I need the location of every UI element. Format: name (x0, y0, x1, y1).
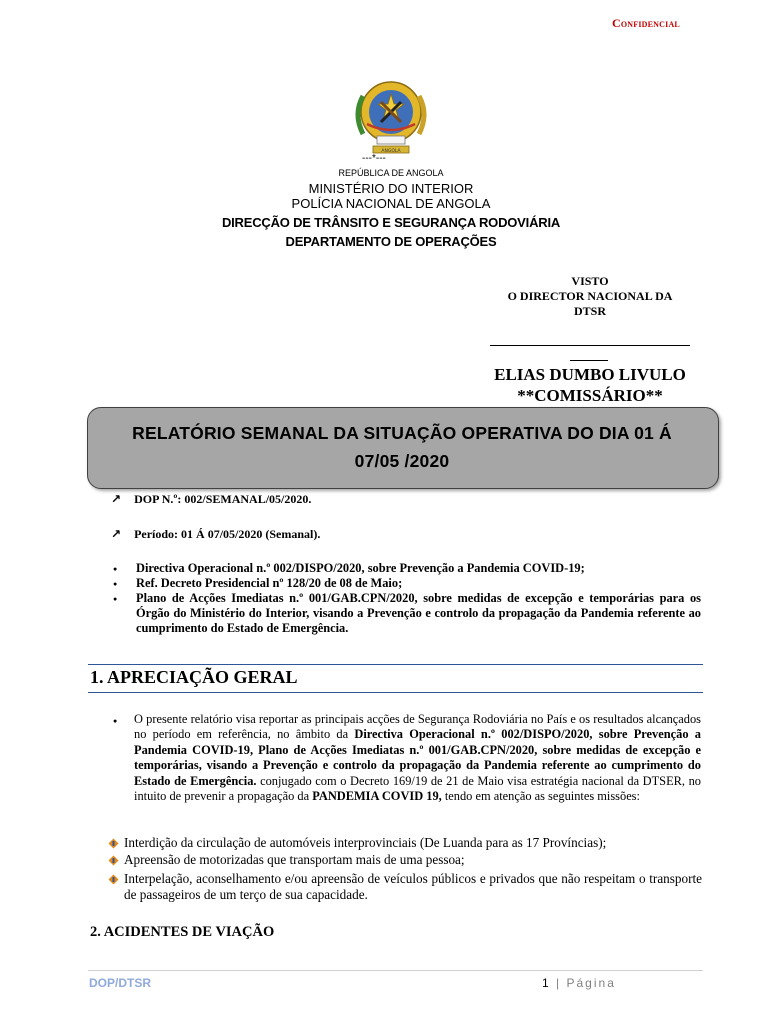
mission-item: Interpelação, aconselhamento e/ou apreensão de veículos públicos e privados que não respeitam o transporte de passageiros de um terço de sua capacidade. (124, 871, 702, 902)
police-line: POLÍCIA NACIONAL DE ANGOLA (291, 196, 491, 211)
dop-number: DOP N.º: 002/SEMANAL/05/2020. (134, 492, 312, 506)
arrow-ne-icon: ↗ (111, 492, 122, 506)
footer-rule (88, 970, 703, 971)
diamond-bullet-icon (108, 855, 119, 866)
department-line: DEPARTAMENTO DE OPERAÇÕES (285, 234, 497, 249)
approval-block (490, 274, 690, 319)
section-rule (88, 692, 703, 693)
reference-item: Directiva Operacional n.º 002/DISPO/2020, sobre Prevenção a Pandemia COVID-19; (136, 561, 585, 575)
header-separator: ---*--- (362, 153, 386, 164)
diamond-bullet-icon (108, 838, 119, 849)
page-word: Página (566, 976, 616, 990)
paragraph-bold: PANDEMIA COVID 19, (312, 789, 442, 804)
report-title-line1: RELATÓRIO SEMANAL DA SITUAÇÃO OPERATIVA DO DIA 01 Á (132, 423, 672, 443)
arrow-ne-icon: ↗ (111, 527, 122, 541)
republic-line: REPÚBLICA DE ANGOLA (338, 168, 444, 178)
mission-item: Interdição da circulação de automóveis interprovinciais (De Luanda para as 17 Províncias); (124, 835, 607, 850)
meta-item (111, 527, 320, 542)
reference-item: Ref. Decreto Presidencial nº 128/20 de 08 de Maio; (136, 576, 403, 590)
paragraph-bold: Directiva Operacional n.º 002/DISPO/2020, sobre Prevenção a Pandemia COVID-19, Plano de Acções Imediatas n.º 001/GAB.CPN/2020, sobre medidas de excepção e temporárias, visando a Prevenção e controlo da propagação da Pandemia referente ao cumprimento do Estado de Emergência. (134, 727, 701, 788)
directorate-line: DIRECÇÃO DE TRÂNSITO E SEGURANÇA RODOVIÁRIA (221, 215, 561, 230)
section-1-paragraph (134, 712, 701, 804)
signer-name: ELIAS DUMBO LIVULO (494, 365, 686, 384)
angola-coat-of-arms-icon (345, 72, 437, 158)
signer-block (470, 364, 710, 406)
diamond-bullet-icon (108, 874, 119, 885)
meta-item (111, 492, 311, 507)
footer-page (542, 976, 616, 990)
bullet-icon: ● (113, 595, 118, 603)
bullet-icon: ● (113, 580, 118, 588)
approval-title: O DIRECTOR NACIONAL DA (507, 289, 673, 303)
paragraph-text: O presente relatório visa reportar as principais acções de Segurança Rodoviária no País e os resultados alcançados no período em referência, no âmbito da (134, 712, 701, 742)
approval-visto: VISTO (571, 274, 609, 288)
reference-item: Plano de Acções Imediatas n.º 001/GAB.CPN/2020, sobre medidas de excepção e temporárias para os Órgão do Ministério do Interior, visando a Prevenção e controlo da propagação da Pandemia referente ao cumprimento do Estado de Emergência. (136, 591, 701, 635)
section-1-title: 1. APRECIAÇÃO GERAL (90, 667, 298, 687)
report-title (92, 419, 712, 475)
ministry-line: MINISTÉRIO DO INTERIOR (308, 181, 474, 196)
paragraph-text: tendo em atenção as seguintes missões: (441, 789, 640, 804)
confidential-label: Confidencial (612, 16, 680, 30)
signature-line (490, 345, 690, 346)
emblem-label: ANGOLA (381, 149, 401, 154)
footer-doc-code: DOP/DTSR (89, 976, 152, 990)
bullet-icon: ● (113, 717, 118, 725)
signer-rank: **COMISSÁRIO** (517, 386, 663, 405)
mission-item: Apreensão de motorizadas que transportam mais de uma pessoa; (124, 852, 465, 867)
page-number: 1 (542, 976, 551, 990)
bullet-icon: ● (113, 565, 118, 573)
paragraph-text: conjugado com o Decreto 169/19 de 21 de Maio visa estratégia nacional da DTSER, no intuito de prevenir a propagação da (134, 773, 701, 804)
report-title-line2: 07/05 /2020 (354, 451, 450, 471)
approval-org: DTSR (573, 304, 606, 318)
section-2-title: 2. ACIDENTES DE VIAÇÃO (90, 924, 275, 940)
signature-line-short (570, 360, 608, 361)
period: Período: 01 Á 07/05/2020 (Semanal). (134, 527, 321, 541)
section-rule (88, 664, 703, 665)
page-divider: | (556, 976, 562, 990)
